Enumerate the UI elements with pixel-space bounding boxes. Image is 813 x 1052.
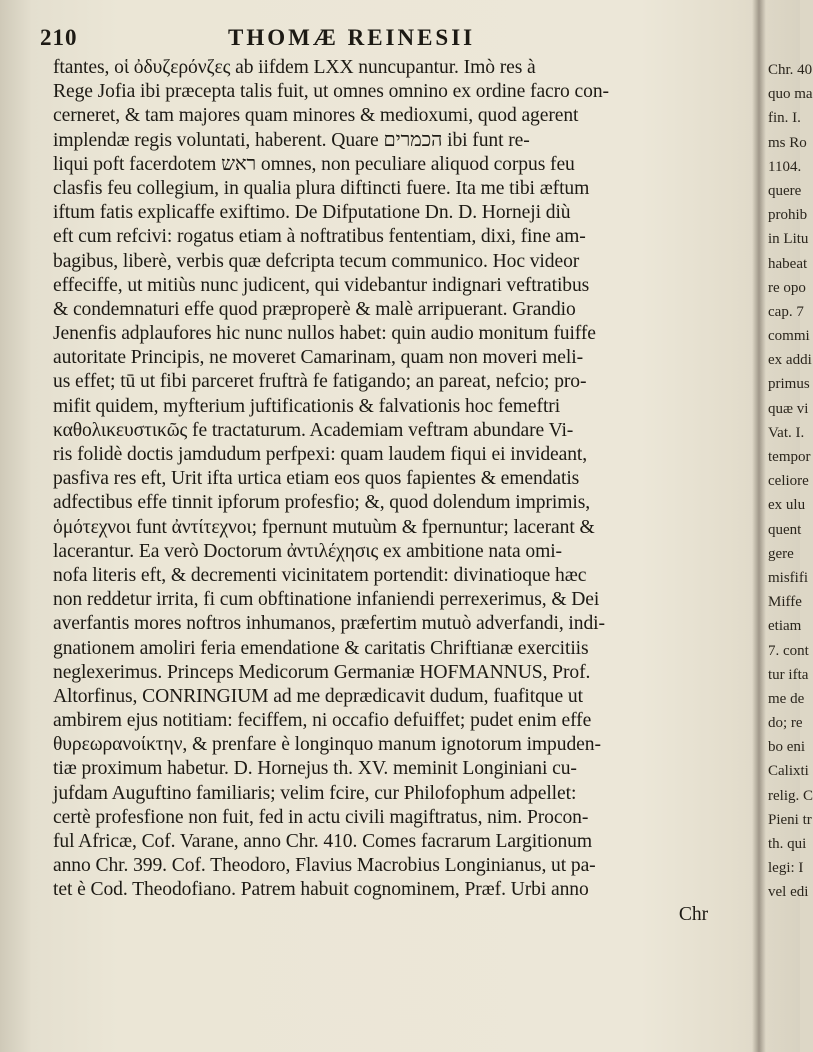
facing-page-fragment: prohib [768,207,808,224]
facing-page-fragment: fin. I. [768,110,801,127]
text-line: non reddetur irrita, fi cum obftinatione infaniendi perrexerimus, & Dei [53,589,600,611]
text-line: gnationem amoliri feria emendatione & caritatis Chriftianæ exercitiis [53,637,589,659]
facing-page-fragment: 1104. [768,158,802,175]
facing-page-fragment: ms Ro [768,134,807,151]
text-line: jufdam Auguftino familiaris; velim fcire, cur Philofophum adpellet: [53,782,577,804]
text-line: clasfis feu collegium, in qualia plura diftincti fuere. Ita me tibi æftum [53,177,590,199]
facing-page-fragment: vel edi [768,884,809,901]
body-text [53,56,748,927]
facing-page-fragment: in Litu [768,231,809,248]
facing-page-fragment: me de [768,690,805,707]
facing-page-fragment: primus [768,376,810,393]
text-line: tet è Cod. Theodofiano. Patrem habuit cognominem, Præf. Urbi anno [53,879,589,901]
catchword: Chr [678,903,708,925]
text-line: Jenenfis adplaufores hic nunc nullos habet: quin audio monitum fuiffe [53,323,596,345]
facing-page-fragment: quo ma [768,86,813,103]
facing-page-fragment: Calixti [768,763,809,780]
facing-page-fragment: quæ vi [768,400,809,417]
facing-page-fragment: quent [768,521,802,538]
facing-page-fragment: do; re [768,715,803,732]
facing-page-fragment: gere [768,545,794,562]
facing-page-fragment: etiam [768,618,802,635]
facing-page-fragment: habeat [768,255,808,272]
page-number: 210 [40,25,78,50]
text-line: & condemnaturi effe quod præproperè & malè arripuerant. Grandio [53,298,576,320]
facing-page-edge [768,58,813,901]
facing-page-fragment: 7. cont [768,642,809,659]
text-line: bagibus, liberè, verbis quæ defcripta tecum communico. Hoc videor [53,250,580,272]
text-line: mifit quidem, myfterium juftificationis & falvationis hoc femeftri [53,395,561,417]
facing-page-fragment: Vat. I. [768,424,805,441]
text-line: eft cum refcivi: rogatus etiam à noftratibus fententiam, dixi, fine am- [53,226,586,248]
text-line: Altorfinus, CONRINGIUM ad me deprædicavit dudum, fuafitque ut [53,685,583,707]
text-line: neglexerimus. Princeps Medicorum Germaniæ HOFMANNUS, Prof. [53,661,591,683]
page-header [40,25,740,53]
facing-page-fragment: ex ulu [768,497,806,514]
text-line: lacerantur. Ea verò Doctorum ἀντιλέχησις ex ambitione nata omi- [53,540,562,562]
text-line: iftum fatis explicaffe exiftimo. De Difputatione Dn. D. Horneji diù [53,202,571,224]
text-line: adfectibus effe tinnit ipforum profesfio; &, quod dolendum imprimis, [53,492,591,514]
running-head: THOMÆ REINESII [228,25,476,50]
text-line: ftantes, οἱ ὀδυζερόνζες ab iifdem LXX nuncupantur. Imò res à [53,57,536,78]
text-line: ful Africæ, Cof. Varane, anno Chr. 410. Comes facrarum Largitionum [53,831,593,852]
text-line: ambirem ejus notitiam: feciffem, ni occafio defuiffet; pudet enim effe [53,710,592,732]
text-line: anno Chr. 399. Cof. Theodoro, Flavius Macrobius Longinianus, ut pa- [53,855,596,877]
facing-page-fragment: relig. C [768,787,813,804]
facing-page-fragment: misfifi [768,569,808,586]
text-line: cerneret, & tam majores quam minores & medioxumi, quod agerent [53,105,579,127]
facing-page-fragment: Miffe [768,594,802,611]
facing-page-fragment: celiore [768,473,809,490]
text-line: implendæ regis voluntati, haberent. Quare הכמרים ibi funt re- [53,129,530,151]
facing-page-fragment: Chr. 40 [768,62,813,78]
facing-page-fragment: tur ifta [768,666,809,683]
facing-page-fragment: ex addi [768,352,812,369]
facing-page-fragment: legi: I [768,860,804,877]
text-line: averfantis mores noftros inhumanos, præfertim mutuò adverfandi, indi- [53,613,605,635]
text-line: autoritate Principis, ne moveret Camarinam, quam non moveri meli- [53,347,584,369]
text-line: liqui poft facerdotem ראש omnes, non peculiare aliquod corpus feu [53,153,575,175]
text-line: effeciffe, ut mitiùs nunc judicent, qui videbantur indignari veftratibus [53,274,590,296]
facing-page-fragment: re opo [768,279,806,296]
facing-page-fragment: quere [768,182,802,199]
facing-page-fragment: Pieni tr [768,811,812,828]
facing-page-fragment: cap. 7 [768,303,804,320]
text-line: us effet; tū ut fibi parceret fruftrà fe fatigando; an pareat, nefcio; pro- [53,371,587,393]
text-line: nofa literis eft, & decrementi vicinitatem portendit: divinatioque hæc [53,564,587,586]
text-line: tiæ proximum habetur. D. Hornejus th. XV. meminit Longiniani cu- [53,758,577,780]
text-line: θυρεωρανοίκτην, & prenfare è longinquo manum ignotorum impuden- [53,734,601,756]
text-line: Rege Jofia ibi præcepta talis fuit, ut omnes omnino ex ordine facro con- [53,81,609,103]
text-line: ris folidè doctis jamdudum perfpexi: quam laudem fiqui ei invideant, [53,444,588,465]
facing-page-fragment: bo eni [768,739,806,756]
text-line: καθολικευστικῶς fe tractaturum. Academiam veftram abundare Vi- [53,419,574,441]
facing-page-fragment: th. qui [768,836,807,852]
page-gutter [752,0,766,1052]
text-line: pasfiva res eft, Urit ifta urtica etiam eos quos fapientes & emendatis [53,468,580,490]
text-line: certè profesfione non fuit, fed in actu civili magiftratus, nim. Procon- [53,806,589,828]
facing-page-fragment: tempor [768,449,811,465]
text-line: ὁμότεχνοι funt ἀντίτεχνοι; fpernunt mutuùm & fpernuntur; lacerant & [53,516,595,538]
facing-page-fragment: commi [768,328,810,345]
